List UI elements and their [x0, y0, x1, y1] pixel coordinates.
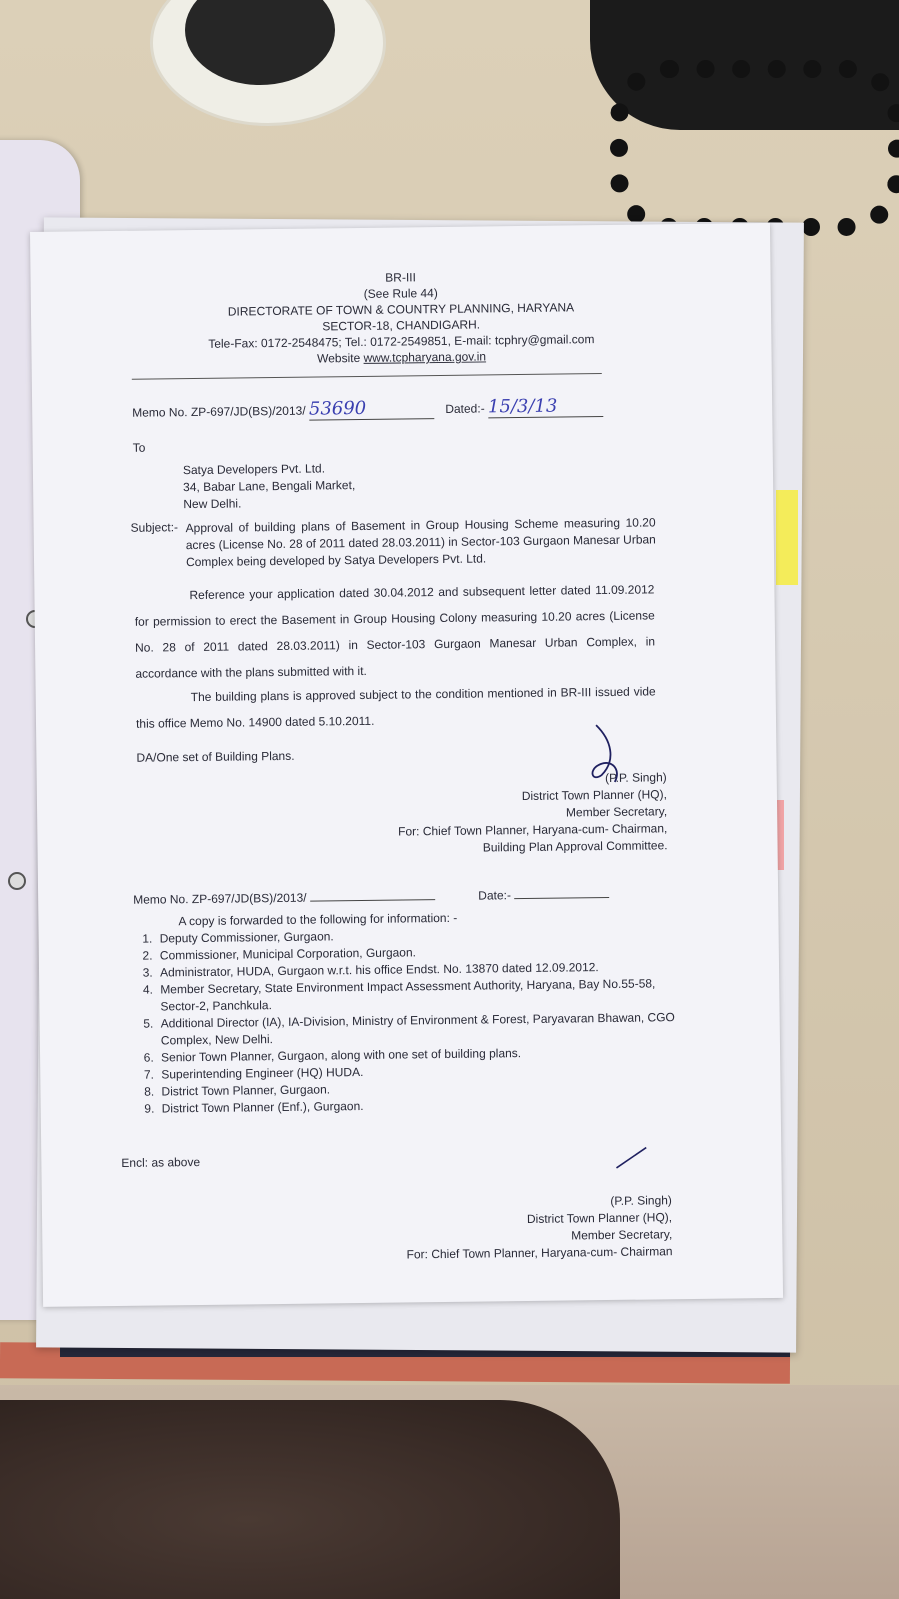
memo2-date-blank — [514, 885, 609, 899]
memo2-number-blank — [310, 887, 435, 902]
to-label: To — [132, 440, 146, 455]
copy-recipient-list — [134, 924, 678, 1118]
subject-text: Approval of building plans of Basement in Group Housing Scheme measuring 10.20 acres (License No. 28 of 2011 dated 28.03.2011) in Sector-103 Gurgaon Manesar Urban Complex being developed by Satya Developers Pvt. Ltd. — [185, 515, 656, 570]
signatory-line: District Town Planner (HQ), — [526, 1210, 673, 1227]
da-enclosure: DA/One set of Building Plans. — [136, 748, 295, 765]
rule-reference: (See Rule 44) — [363, 286, 438, 301]
list-item: 4. Member Secretary, State Environment Impact Assessment Authority, Haryana, Bay No.55-58, Sector-2, Panchkula. — [156, 975, 676, 1015]
enclosure-note: Encl: as above — [121, 1154, 201, 1170]
organization-name: DIRECTORATE OF TOWN & COUNTRY PLANNING, HARYANA — [227, 300, 575, 319]
list-item: 7. Superintending Engineer (HQ) HUDA. — [157, 1060, 677, 1083]
form-code: BR-III — [385, 270, 416, 285]
list-item: 5. Additional Director (IA), IA-Division, Ministry of Environment & Forest, Paryavaran Bhawan, CGO Complex, New Delhi. — [157, 1009, 677, 1049]
addressee-line: Satya Developers Pvt. Ltd. — [182, 461, 326, 478]
signatory-line: Building Plan Approval Committee. — [482, 838, 668, 855]
memo2-line — [133, 885, 609, 907]
signatory-line: Member Secretary, — [571, 1227, 673, 1243]
document-page — [30, 223, 783, 1307]
memo2-date-label: Date:- — [478, 888, 512, 903]
addressee-block — [183, 460, 356, 513]
signatory-line: For: Chief Town Planner, Haryana-cum- Chairman — [406, 1244, 673, 1262]
phone-cord — [610, 60, 899, 236]
addressee-line: 34, Babar Lane, Bengali Market, — [183, 478, 356, 495]
list-item: 1. Deputy Commissioner, Gurgaon. — [156, 924, 676, 947]
list-item: 9. District Town Planner (Enf.), Gurgaon. — [158, 1094, 678, 1117]
organization-address: SECTOR-18, CHANDIGARH. — [322, 317, 481, 334]
contact-line: Tele-Fax: 0172-2548475; Tel.: 0172-2549851, E-mail: tcphry@gmail.com — [208, 332, 595, 351]
subject-label: Subject:- — [130, 520, 179, 535]
memo-label: Memo No. ZP-697/JD(BS)/2013/ — [132, 403, 306, 420]
handwritten-signature-1 — [576, 720, 637, 791]
memo-number-handwritten: 53690 — [309, 397, 434, 421]
memo-date-handwritten: 15/3/13 — [488, 395, 603, 418]
approval-paragraph: The building plans is approved subject to the condition mentioned in BR-III issued vide this office Memo No. 14900 dated 5.10.2011. — [135, 684, 656, 731]
list-item: 3. Administrator, HUDA, Gurgaon w.r.t. his office Endst. No. 13870 dated 12.09.2012. — [156, 958, 676, 981]
punch-hole — [8, 872, 26, 890]
memo-line — [132, 395, 603, 423]
memo2-label: Memo No. ZP-697/JD(BS)/2013/ — [133, 890, 307, 907]
signatory-line: Member Secretary, — [565, 804, 668, 820]
reference-paragraph: Reference your application dated 30.04.2012 and subsequent letter dated 11.09.2012 for permission to erect the Basement in Group Housing Colony measuring 10.20 acres (License No. 28 of 2011 dated 28.03.2011) in Sector-103 Gurgaon Manesar Urban Complex, in accordance with the plans submitted with it. — [134, 582, 656, 681]
list-item: 2. Commissioner, Municipal Corporation, Gurgaon. — [156, 941, 676, 964]
signatory-line: For: Chief Town Planner, Haryana-cum- Chairman, — [398, 821, 668, 839]
copy-intro: A copy is forwarded to the following for information: - — [178, 910, 458, 929]
signature-block-2 — [342, 1192, 673, 1264]
dated-label: Dated:- — [445, 401, 485, 416]
website-label: Website — [316, 350, 364, 366]
website-link[interactable]: www.tcpharyana.gov.in — [363, 349, 487, 365]
addressee-line: New Delhi. — [183, 496, 242, 512]
signatory-name: (P.P. Singh) — [605, 770, 667, 786]
handwritten-tick — [611, 1142, 651, 1172]
header-rule — [132, 373, 602, 380]
signatory-line: District Town Planner (HQ), — [521, 787, 668, 804]
person-lap — [0, 1400, 620, 1599]
signatory-name: (P.P. Singh) — [610, 1193, 672, 1208]
sticky-note-yellow — [776, 490, 798, 585]
list-item: 6. Senior Town Planner, Gurgaon, along with one set of building plans. — [157, 1043, 677, 1066]
list-item: 8. District Town Planner, Gurgaon. — [157, 1077, 677, 1100]
